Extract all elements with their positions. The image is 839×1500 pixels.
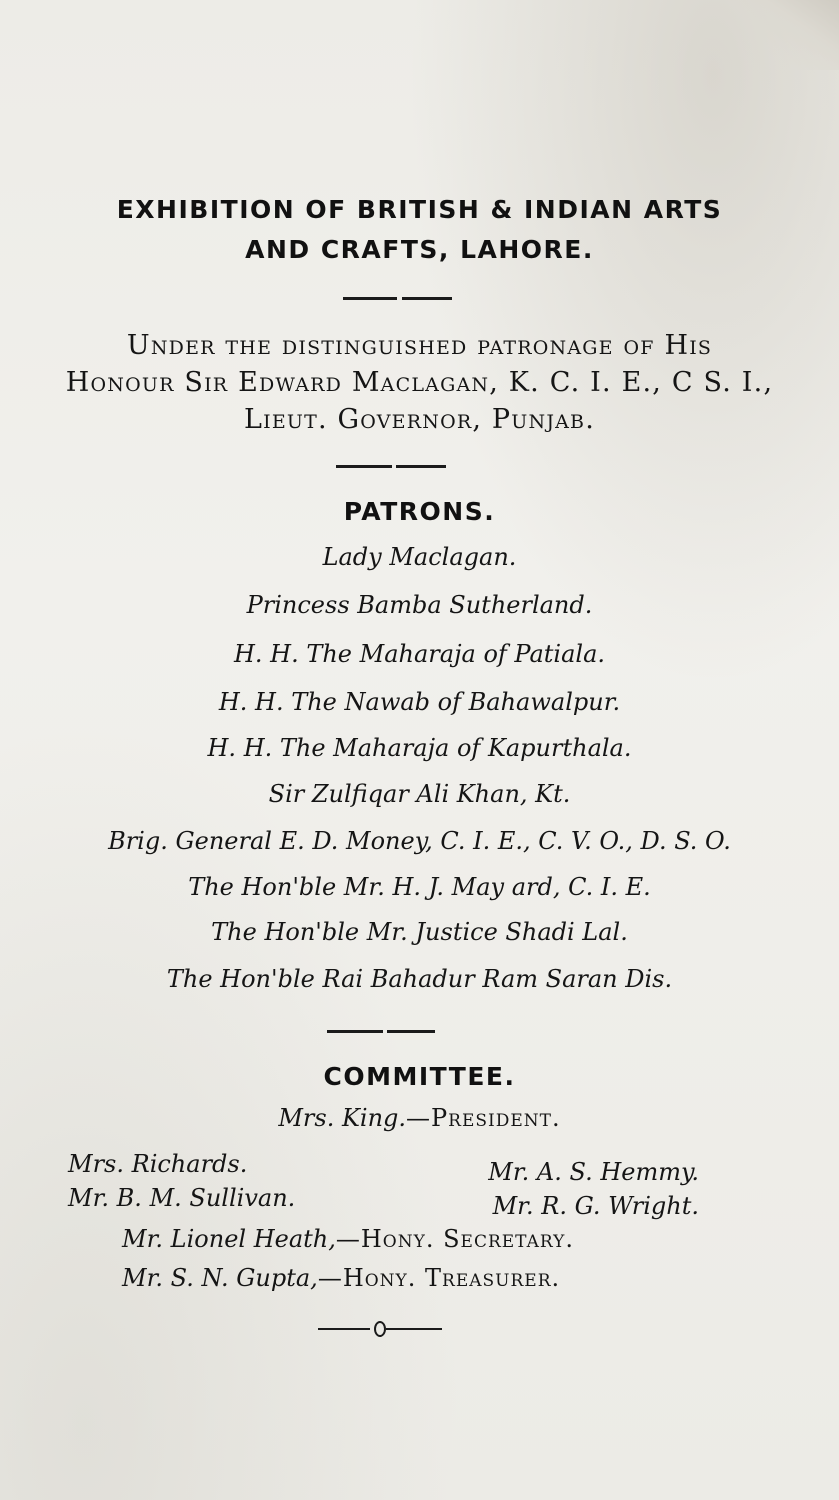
president-name: Mrs. King. (278, 1104, 407, 1132)
paper-corner-fold (729, 0, 839, 70)
closing-rule-right (386, 1328, 442, 1330)
exhibition-title-line-2: AND CRAFTS, LAHORE. (245, 235, 594, 264)
treasurer-role: —Hony. Treasurer. (317, 1264, 561, 1292)
exhibition-title-line-1: EXHIBITION OF BRITISH & INDIAN ARTS (116, 195, 723, 224)
ornamental-rule-1-right (402, 297, 452, 300)
patron-name: Sir Zulfiqar Ali Khan, Kt. (268, 780, 571, 808)
patron-name: Lady Maclagan. (322, 543, 517, 571)
patronage-line-1: Under the distinguished patronage of His (126, 330, 713, 361)
ornamental-rule-2-left (336, 465, 392, 468)
secretary-name: Mr. Lionel Heath, (122, 1225, 336, 1253)
secretary-role: —Hony. Secretary. (335, 1225, 574, 1253)
committee-member: Mr. B. M. Sullivan. (68, 1184, 296, 1212)
closing-ornament (318, 1328, 442, 1336)
patrons-heading: PATRONS. (343, 497, 496, 526)
committee-treasurer (122, 1264, 560, 1292)
patron-name: The Hon'ble Mr. H. J. May ard, C. I. E. (188, 873, 651, 901)
treasurer-name: Mr. S. N. Gupta, (122, 1264, 318, 1292)
closing-ornament-dot (374, 1321, 386, 1337)
ornamental-rule-1-left (343, 297, 397, 300)
patron-name: H. H. The Nawab of Bahawalpur. (218, 688, 621, 716)
patronage-line-2: Honour Sir Edward Maclagan, K. C. I. E., C S. I., (65, 367, 774, 398)
patron-name: The Hon'ble Rai Bahadur Ram Saran Dis. (166, 965, 673, 993)
closing-rule-left (318, 1328, 370, 1330)
patronage-line-3: Lieut. Governor, Punjab. (243, 404, 596, 435)
committee-member: Mrs. Richards. (68, 1150, 248, 1178)
ornamental-rule-2-right (396, 465, 446, 468)
committee-member: Mr. R. G. Wright. (492, 1192, 699, 1220)
committee-heading: COMMITTEE. (323, 1062, 516, 1091)
committee-secretary (122, 1225, 574, 1253)
ornamental-rule-3-left (327, 1030, 383, 1033)
patron-name: The Hon'ble Mr. Justice Shadi Lal. (211, 918, 628, 946)
committee-member: Mr. A. S. Hemmy. (488, 1158, 699, 1186)
patron-name: Princess Bamba Sutherland. (246, 591, 593, 619)
committee-president (0, 1104, 839, 1132)
ornamental-rule-3-right (387, 1030, 435, 1033)
patron-name: H. H. The Maharaja of Kapurthala. (207, 734, 632, 762)
president-role: —President. (406, 1104, 561, 1132)
patron-name: Brig. General E. D. Money, C. I. E., C. V. O., D. S. O. (108, 827, 731, 855)
patron-name: H. H. The Maharaja of Patiala. (233, 640, 606, 668)
